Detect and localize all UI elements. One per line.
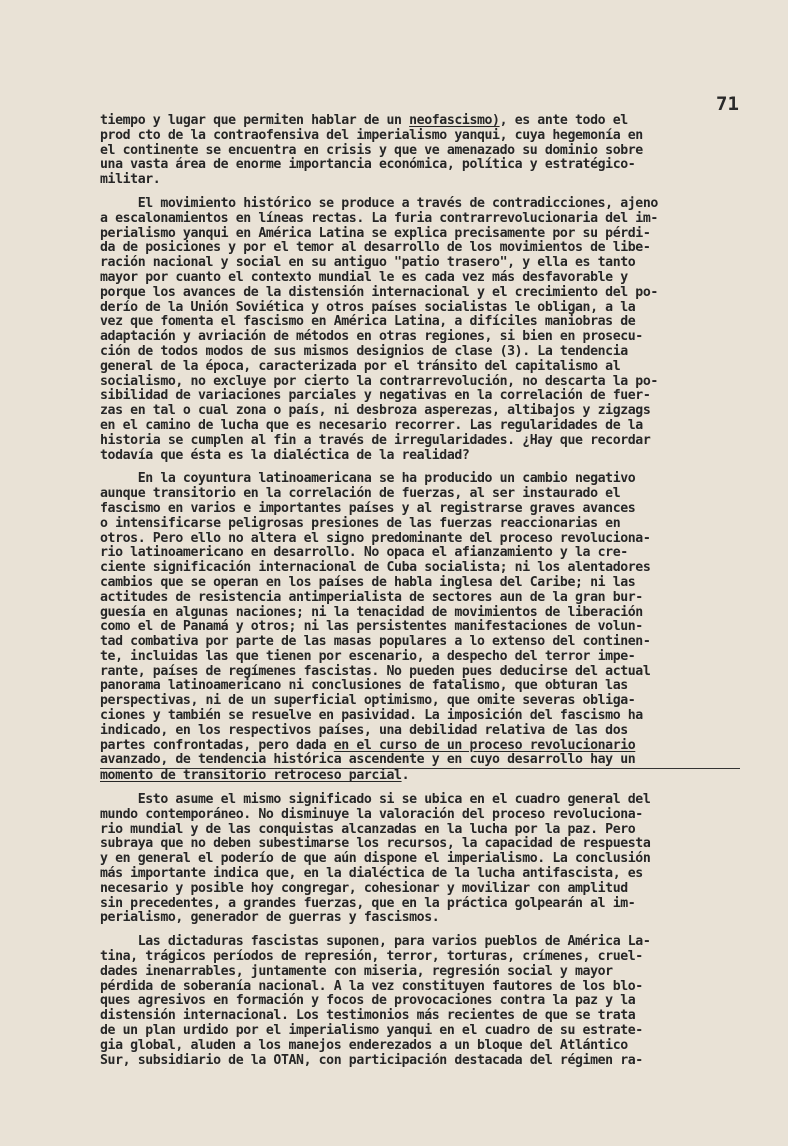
text-line <box>100 271 740 286</box>
line-text: prod cto de la contraofensiva del imperialismo yanqui, cuya hegemonía en <box>100 127 643 143</box>
line-text: a escalonamientos en líneas rectas. La furia contrarrevolucionaria del im- <box>100 210 658 226</box>
text-line <box>100 867 740 882</box>
text-line <box>100 286 740 301</box>
line-text: adaptación y avriación de métodos en otras regiones, si bien en prosecu- <box>100 329 643 345</box>
line-text: más importante indica que, en la dialéctica de la lucha antifascista, es <box>100 866 643 882</box>
line-text: en el camino de lucha que es necesario recorrer. Las regularidades de la <box>100 417 643 433</box>
text-line <box>100 591 740 606</box>
text-line <box>100 808 740 823</box>
line-text: te, incluidas las que tienen por escenario, a despecho del terror impe- <box>100 648 636 664</box>
line-text: y en general el poderío de que aún dispone el imperialismo. La conclusión <box>100 851 651 867</box>
line-text: tiempo y lugar que permiten hablar de un <box>100 113 410 128</box>
line-text: todavía que ésta es la dialéctica de la realidad? <box>100 447 470 463</box>
line-text: ciente significación internacional de Cuba socialista; ni los alentadores <box>100 560 651 576</box>
line-text: ración nacional y social en su antiguo "patio trasero", y ella es tanto <box>100 255 636 271</box>
text-line <box>100 1039 740 1054</box>
line-text: tina, trágicos períodos de represión, terror, torturas, crímenes, cruel- <box>100 949 643 965</box>
line-text: Esto asume el mismo significado si se ubica en el cuadro general del <box>100 792 651 808</box>
line-text: vez que fomenta el fascismo en América Latina, a difíciles maniobras de <box>100 314 636 330</box>
line-text: el continente se encuentra en crisis y que ve amenazado su dominio sobre <box>100 142 643 158</box>
text-line <box>100 561 740 576</box>
text-line <box>100 434 740 449</box>
line-text: como el de Panamá y otros; ni las persistentes manifestaciones de volun- <box>100 619 643 635</box>
line-text: pérdida de soberanía nacional. A la vez constituyen fautores de los blo- <box>100 978 643 994</box>
line-text: cambios que se operan en los países de habla inglesa del Caribe; ni las <box>100 574 636 590</box>
line-text: otros. Pero ello no altera el signo predominante del proceso revoluciona- <box>100 530 651 546</box>
line-text: mundo contemporáneo. No disminuye la valoración del proceso revoluciona- <box>100 806 643 822</box>
line-text: porque los avances de la distensión internacional y el crecimiento del po- <box>100 284 658 300</box>
text-line <box>100 360 740 375</box>
line-text: historia se cumplen al fin a través de irregularidades. ¿Hay que recordar <box>100 432 651 448</box>
line-text: una vasta área de enorme importancia económica, política y estratégico- <box>100 157 636 173</box>
text-line <box>100 1009 740 1024</box>
text-line <box>100 852 740 867</box>
text-line <box>100 212 740 227</box>
text-line <box>100 911 740 926</box>
text-line <box>100 404 740 419</box>
line-text: zas en tal o cual zona o país, ni desbroza asperezas, altibajos y zigzags <box>100 403 651 419</box>
text-line <box>100 330 740 345</box>
text-line <box>100 709 740 724</box>
text-line <box>100 1024 740 1039</box>
text-line <box>100 546 740 561</box>
line-text: partes confrontadas, pero dada <box>100 737 334 753</box>
line-text: Las dictaduras fascistas suponen, para varios pueblos de América La- <box>100 934 651 950</box>
line-text: derío de la Unión Soviética y otros países socialistas le obligan, a la <box>100 299 636 315</box>
text-line <box>100 753 740 769</box>
line-text: rio latinoamericano en desarrollo. No opaca el afianzamiento y la cre- <box>100 545 628 561</box>
text-line <box>100 389 740 404</box>
text-line <box>100 173 740 188</box>
line-text: o intensificarse peligrosas presiones de las fuerzas reaccionarias en <box>100 515 621 531</box>
text-line <box>100 256 740 271</box>
text-line <box>100 502 740 517</box>
line-text: rante, países de regímenes fascistas. No pueden pues deducirse del actual <box>100 663 651 679</box>
line-text: mayor por cuanto el contexto mundial le es cada vez más desfavorable y <box>100 269 628 285</box>
underlined-text: neofascismo) <box>409 113 500 128</box>
line-text: sibilidad de variaciones parciales y negativas en la correlación de fuer- <box>100 388 651 404</box>
text-line <box>100 158 740 173</box>
text-line <box>100 994 740 1009</box>
line-text: militar. <box>100 172 161 188</box>
line-text: perialismo, generador de guerras y fascismos. <box>100 910 440 926</box>
line-text: panorama latinoamericano ni conclusiones de fatalismo, que obturan las <box>100 678 628 694</box>
underlined-text: avanzado, de tendencia histórica ascendente y en cuyo desarrollo hay un <box>100 752 636 768</box>
line-text: sin precedentes, a grandes fuerzas, que en la práctica golpearán al im- <box>100 895 636 911</box>
text-line <box>100 576 740 591</box>
text-line <box>100 650 740 665</box>
line-text: guesía en algunas naciones; ni la tenacidad de movimientos de liberación <box>100 604 643 620</box>
underlined-text: momento de transitorio retroceso parcial <box>100 768 402 784</box>
line-text: dades inenarrables, juntamente con miseria, regresión social y mayor <box>100 963 613 979</box>
text-line <box>100 793 740 808</box>
line-text: tad combativa por parte de las masas populares a lo extenso del continen- <box>100 634 651 650</box>
text-line <box>100 635 740 650</box>
line-text: El movimiento histórico se produce a través de contradicciones, ajeno <box>100 195 658 211</box>
text-line <box>100 1054 740 1069</box>
line-text: socialismo, no excluye por cierto la contrarrevolución, no descarta la po- <box>100 373 658 389</box>
line-text: ciones y también se resuelve en pasividad. La imposición del fascismo ha <box>100 708 643 724</box>
underlined-text: en el curso de un proceso revolucionario <box>333 737 636 753</box>
line-text: aunque transitorio en la correlación de fuerzas, al ser instaurado el <box>100 486 621 502</box>
text-line <box>100 769 740 784</box>
line-text: rio mundial y de las conquistas alcanzadas en la lucha por la paz. Pero <box>100 821 636 837</box>
line-text: fascismo en varios e importantes países y al registrarse graves avances <box>100 500 636 516</box>
line-text: perspectivas, ni de un superficial optimismo, que omite severas obliga- <box>100 693 636 709</box>
text-line <box>100 724 740 739</box>
body-text <box>100 114 740 1068</box>
text-line <box>100 882 740 897</box>
line-text: necesario y posible hoy congregar, cohesionar y movilizar con amplitud <box>100 880 628 896</box>
line-text: distensión internacional. Los testimonios más recientes de que se trata <box>100 1008 636 1024</box>
line-text: da de posiciones y por el temor al desarrollo de los movimientos de libe- <box>100 240 651 256</box>
line-text: ción de todos modos de sus mismos designios de clase (3). La tendencia <box>100 343 628 359</box>
line-text-tail: , es ante todo el <box>499 113 628 128</box>
line-text: perialismo yanqui en América Latina se explica precisamente por su pérdi- <box>100 225 651 241</box>
text-line <box>100 472 740 487</box>
text-line <box>100 241 740 256</box>
line-text: gia global, aluden a los manejos enderezados a un bloque del Atlántico <box>100 1037 628 1053</box>
line-text: general de la época, caracterizada por el tránsito del capitalismo al <box>100 358 621 374</box>
page-number: 71 <box>716 93 739 115</box>
text-line <box>100 197 740 212</box>
line-text: En la coyuntura latinoamericana se ha producido un cambio negativo <box>100 471 636 487</box>
text-line <box>100 694 740 709</box>
text-line <box>100 449 740 464</box>
text-line <box>100 620 740 635</box>
text-line <box>100 950 740 965</box>
text-line <box>100 517 740 532</box>
line-text: subraya que no deben subestimarse los recursos, la capacidad de respuesta <box>100 836 651 852</box>
line-text: indicado, en los respectivos países, una debilidad relativa de las dos <box>100 722 628 738</box>
line-text: actitudes de resistencia antimperialista de sectores aun de la gran bur- <box>100 589 643 605</box>
line-text: ques agresivos en formación y focos de provocaciones contra la paz y la <box>100 993 636 1009</box>
line-text: de un plan urdido por el imperialismo yanqui en el cuadro de su estrate- <box>100 1023 643 1039</box>
text-line <box>100 935 740 950</box>
text-line <box>100 487 740 502</box>
text-line <box>100 129 740 144</box>
text-line <box>100 965 740 980</box>
text-line <box>100 345 740 360</box>
line-text-tail: . <box>401 768 410 784</box>
text-line <box>100 114 740 129</box>
line-text: Sur, subsidiario de la OTAN, con participación destacada del régimen ra- <box>100 1052 643 1068</box>
text-line <box>100 315 740 330</box>
text-line <box>100 419 740 434</box>
